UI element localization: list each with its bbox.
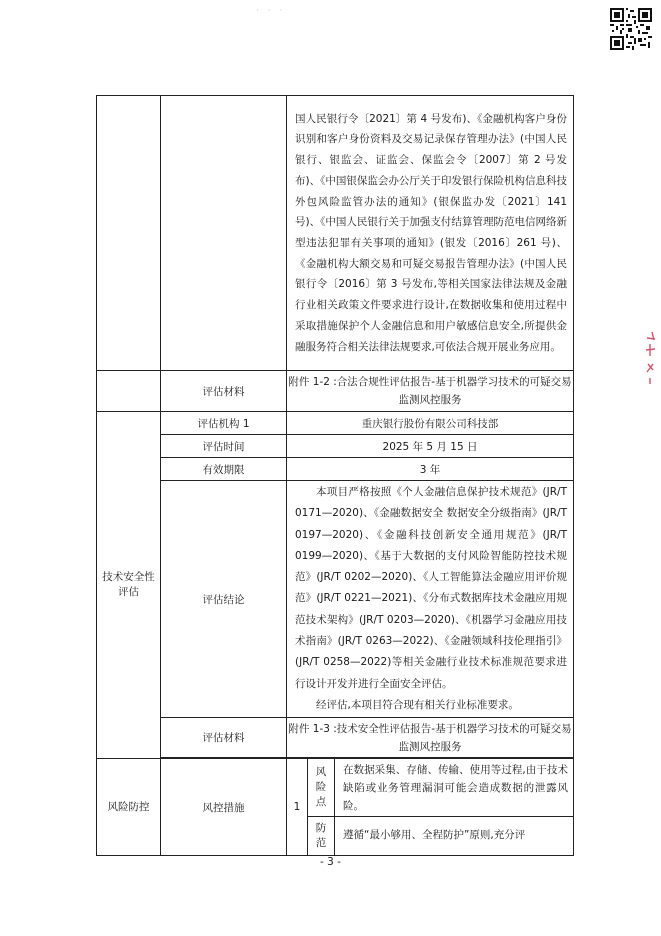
security-validity-label: 有效期限 [161,458,287,481]
security-material-row [97,718,574,758]
risk-prevention-label: 防范 [308,816,335,855]
compliance-row [97,96,574,371]
risk-prevention-text: 遵循“最小够用、全程防护”原则,充分评 [335,816,574,855]
risk-point-label: 风险点 [308,759,335,816]
compliance-text-cell [287,96,574,371]
compliance-material-value: 附件 1-2 :合法合规性评估报告-基于机器学习技术的可疑交易监测风控服务 [287,371,574,412]
compliance-label-cell [161,96,287,371]
risk-detail-cell [287,759,574,856]
compliance-paragraph: 国人民银行令〔2021〕第 4 号发布)、《金融机构客户身份识别和客户身份资料及交易记录保存管理办法》(中国人民银行、银监会、证监会、保监会令〔2007〕第 2 号发布)、《中国银保监会办公厅关于印发银行保险机构信息科技外包风险监管办法的通知》(银保监办发〔2021〕141 号)、《中国人民银行关于加强支付结算管理防范电信网络新型违法犯罪有关事项的通知》(银发〔2016〕261 号)、《金融机构大额交易和可疑交易报告管理办法》(中国人民银行令〔2016〕第 3 号发布,等相关国家法律法规及金融行业相关政策文件要求进行设计,在数据收集和使用过程中采取措施保护个人金融信息和用户敏感信息安全,所提供金融服务符合相关法律法规要求,可依法合规开展业务应用。 [295,112,567,353]
security-time-label: 评估时间 [161,435,287,458]
compliance-section-cell [97,96,161,371]
risk-measures-label: 风控措施 [161,759,287,856]
risk-row [97,759,574,856]
compliance-material-label: 评估材料 [161,371,287,412]
risk-item-number: 1 [293,801,301,814]
security-org-row [97,412,574,435]
security-time-row [97,435,574,458]
page-number: - 3 - [320,856,341,868]
compliance-material-row [97,371,574,412]
security-conclusion-label: 评估结论 [161,481,287,718]
security-conclusion-row [97,481,574,718]
security-conclusion-paragraph-1: 本项目严格按照《个人金融信息保护技术规范》(JR/T 0171—2020)、《金融数据安全 数据安全分级指南》(JR/T 0197—2020)、《金融科技创新安全通用规范》(JR/T 0199—2020)、《基于大数据的支付风险智能防控技术规范》(JR/T 0202—2020)、《人工智能算法金融应用评价规范》(JR/T 0221—2021)、《分布式数据库技术金融应用规范技术架构》(JR/T 0203—2020)、《机器学习金融应用技术指南》(JR/T 0263—2022)、《金融领域科技伦理指引》(JR/T 0258—2022)等相关金融行业技术标准规范要求进行设计开发并进行全面安全评估。 [295,486,567,690]
security-conclusion-cell [287,481,574,718]
risk-subtable [287,759,573,855]
red-stamp-fragment [644,330,656,386]
security-material-label: 评估材料 [161,718,287,758]
qr-code-icon [610,8,652,50]
risk-section-label: 风险防控 [97,759,161,856]
approval-table [96,95,574,856]
security-material-value: 附件 1-3 :技术安全性评估报告-基于机器学习技术的可疑交易监测风控服务 [287,718,574,758]
security-conclusion-paragraph-2: 经评估,本项目符合现有相关行业标准要求。 [316,698,519,711]
security-section-label: 技术安全性评估 [97,412,161,759]
security-org-value: 重庆银行股份有限公司科技部 [287,412,574,435]
security-validity-row [97,458,574,481]
security-validity-value: 3 年 [287,458,574,481]
risk-point-text: 在数据采集、存储、传输、使用等过程,由于技术缺陷或业务管理漏洞可能会造成数据的泄露风险。 [335,759,574,816]
top-faint-mark: · · · [256,6,286,16]
security-time-value: 2025 年 5 月 15 日 [287,435,574,458]
security-org-label: 评估机构 1 [161,412,287,435]
